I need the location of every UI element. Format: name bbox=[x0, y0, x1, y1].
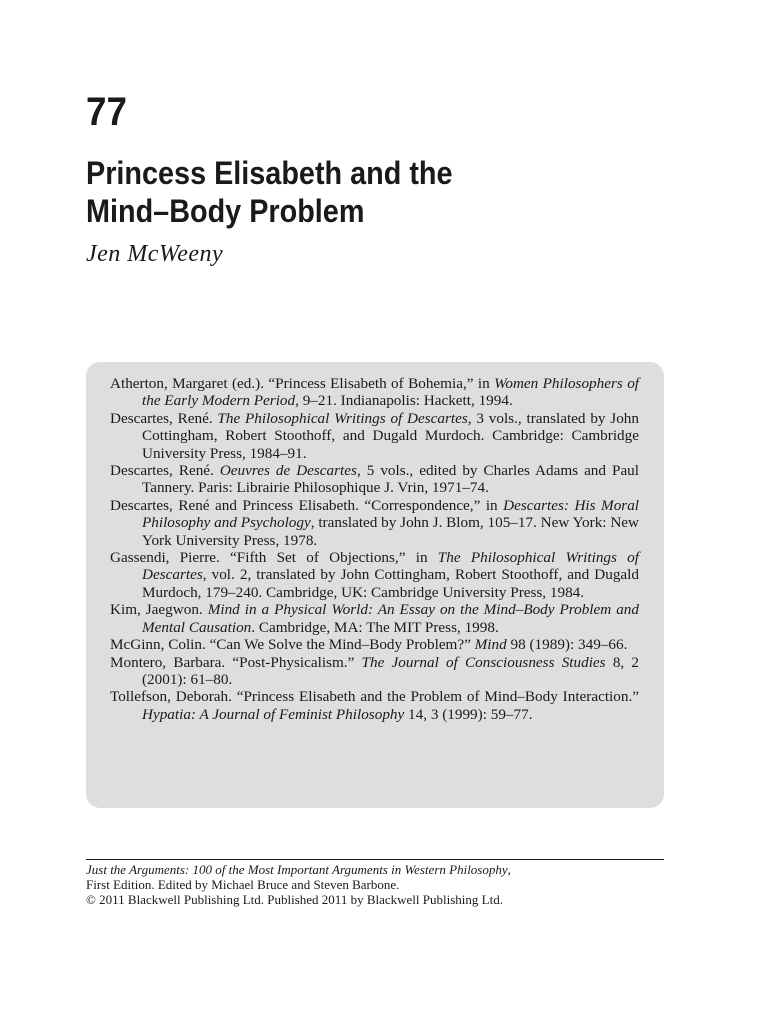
ref-text: Descartes, René. bbox=[110, 462, 220, 480]
ref-text: Kim, Jaegwon. bbox=[110, 601, 208, 619]
footer-book-title-suffix: , bbox=[507, 862, 511, 877]
reference-entry bbox=[110, 410, 639, 462]
ref-text: 14, 3 (1999): 59–77. bbox=[404, 705, 533, 723]
footer-book-title: Just the Arguments: 100 of the Most Important Arguments in Western Philosophy bbox=[86, 862, 508, 877]
ref-text: Descartes, René and Princess Elisabeth. “Correspondence,” in bbox=[110, 496, 504, 514]
ref-text: . Cambridge, MA: The MIT Press, 1998. bbox=[251, 618, 499, 636]
footer-copyright-line: © 2011 Blackwell Publishing Ltd. Published 2011 by Blackwell Publishing Ltd. bbox=[86, 892, 503, 907]
chapter-number: 77 bbox=[86, 90, 127, 134]
reference-entry bbox=[110, 549, 639, 601]
reference-entry bbox=[110, 636, 639, 653]
ref-title: Oeuvres de Descartes bbox=[219, 462, 357, 480]
ref-text: , 3 vols., translated by John Cottingham, Robert Stoothoff, and Dugald Murdoch. Cambridge: Cambridge University Press, 1984–91. bbox=[142, 409, 639, 462]
ref-text: 8, 2 (2001): 61–80. bbox=[142, 653, 640, 688]
reference-entry bbox=[110, 688, 639, 723]
chapter-author: Jen McWeeny bbox=[86, 241, 224, 267]
ref-title: Mind in a Physical World: An Essay on the Mind–Body Problem and Mental Causation bbox=[142, 601, 639, 636]
chapter-title-line: Princess Elisabeth and the bbox=[86, 155, 453, 191]
ref-title: Hypatia: A Journal of Feminist Philosophy bbox=[142, 705, 405, 723]
ref-text: , vol. 2, translated by John Cottingham, Robert Stoothoff, and Dugald Murdoch, 179–240. Cambridge, UK: Cambridge University Press, 1984. bbox=[142, 566, 639, 601]
ref-text: McGinn, Colin. “Can We Solve the Mind–Body Problem?” bbox=[110, 636, 475, 654]
ref-title: Descartes: His Moral Philosophy and Psychology bbox=[142, 496, 640, 532]
ref-title: The Philosophical Writings of Descartes bbox=[217, 409, 468, 427]
reference-entry bbox=[110, 601, 639, 636]
ref-text: , translated by John J. Blom, 105–17. New York: New York University Press, 1978. bbox=[142, 514, 639, 549]
ref-title: The Journal of Consciousness Studies bbox=[361, 653, 606, 671]
ref-text: , 9–21. Indianapolis: Hackett, 1994. bbox=[295, 392, 513, 410]
footer-divider bbox=[86, 859, 664, 860]
reference-entry bbox=[110, 462, 639, 497]
ref-text: Atherton, Margaret (ed.). “Princess Elisabeth of Bohemia,” in bbox=[110, 375, 495, 392]
chapter-title bbox=[86, 154, 626, 230]
ref-text: Descartes, René. bbox=[110, 409, 218, 427]
chapter-title-line: Mind–Body Problem bbox=[86, 193, 365, 229]
reference-entry bbox=[110, 375, 639, 410]
ref-text: Tollefson, Deborah. “Princess Elisabeth and the Problem of Mind–Body Interaction.” bbox=[110, 688, 639, 706]
ref-title: Mind bbox=[474, 636, 507, 654]
ref-title: The Philosophical Writings of Descartes bbox=[142, 549, 639, 584]
reference-entry bbox=[110, 654, 639, 689]
reference-entry bbox=[110, 497, 639, 549]
publication-footer bbox=[86, 862, 664, 907]
references-box bbox=[86, 362, 664, 808]
ref-text: Gassendi, Pierre. “Fifth Set of Objections,” in bbox=[110, 549, 438, 567]
ref-title: Women Philosophers of the Early Modern Period bbox=[142, 375, 640, 410]
ref-text: 98 (1989): 349–66. bbox=[506, 636, 628, 654]
footer-book-line bbox=[86, 862, 664, 877]
footer-edition-line: First Edition. Edited by Michael Bruce and Steven Barbone. bbox=[86, 877, 400, 892]
ref-text: Montero, Barbara. “Post-Physicalism.” bbox=[110, 653, 362, 671]
ref-text: , 5 vols., edited by Charles Adams and Paul Tannery. Paris: Librairie Philosophique J. Vrin, 1971–74. bbox=[142, 462, 639, 497]
